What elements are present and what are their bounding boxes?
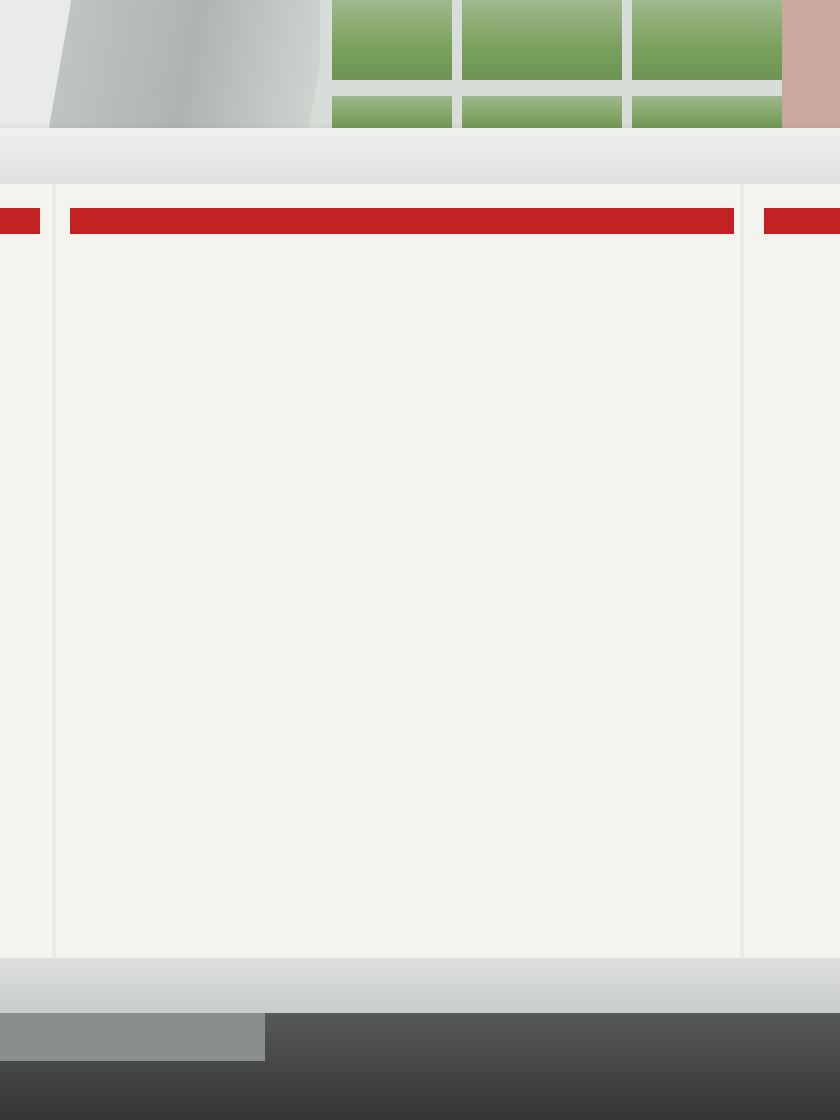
pillar	[49, 0, 332, 130]
panel-right	[744, 184, 840, 958]
panel-center	[56, 184, 740, 958]
red-header-bar	[70, 208, 734, 234]
window-pane	[632, 0, 782, 80]
window-pane	[462, 0, 622, 80]
museum-info-board	[0, 128, 840, 1013]
window	[320, 0, 840, 140]
panel-left	[0, 184, 52, 958]
board-bottom-edge	[0, 958, 840, 1013]
floor-slab	[0, 1013, 265, 1061]
red-header-bar	[764, 208, 840, 234]
room-background	[0, 0, 840, 140]
board-top-edge	[0, 128, 840, 184]
red-header-bar	[0, 208, 40, 234]
window-frame	[782, 0, 840, 140]
window-pane	[332, 0, 452, 80]
